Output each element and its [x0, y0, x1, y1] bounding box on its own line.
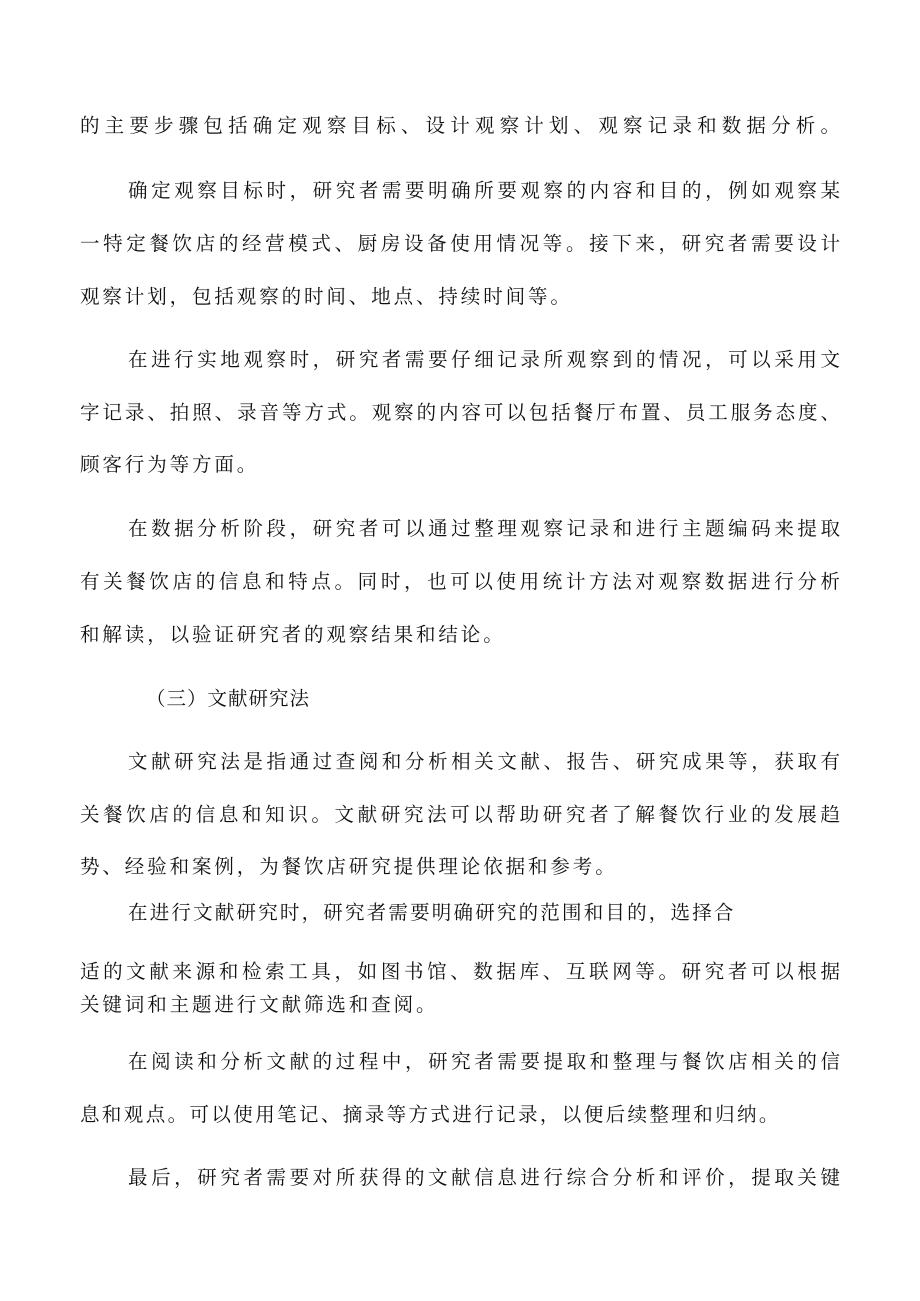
- paragraph-line: 在进行实地观察时，研究者需要仔细记录所观察到的情况，可以采用文: [128, 348, 840, 371]
- paragraph-line: 适的文献来源和检索工具，如图书馆、数据库、互联网等。研究者可以根据: [80, 960, 840, 983]
- paragraph-line: 字记录、拍照、录音等方式。观察的内容可以包括餐厅布置、员工服务态度、: [80, 401, 840, 424]
- paragraph-line: 息和观点。可以使用笔记、摘录等方式进行记录，以便后续整理和归纳。: [80, 1103, 781, 1126]
- paragraph-line: 确定观察目标时，研究者需要明确所要观察的内容和目的，例如观察某: [128, 179, 840, 202]
- paragraph-line: 顾客行为等方面。: [80, 453, 260, 476]
- paragraph-line: 在数据分析阶段，研究者可以通过整理观察记录和进行主题编码来提取: [128, 517, 840, 540]
- paragraph-line: 的主要步骤包括确定观察目标、设计观察计划、观察记录和数据分析。: [80, 114, 840, 137]
- paragraph-line: 关餐饮店的信息和知识。文献研究法可以帮助研究者了解餐饮行业的发展趋: [80, 803, 840, 826]
- paragraph-line: 在进行文献研究时，研究者需要明确研究的范围和目的，选择合: [128, 901, 736, 924]
- section-heading: （三）文献研究法: [146, 687, 311, 710]
- paragraph-line: 观察计划，包括观察的时间、地点、持续时间等。: [80, 285, 573, 308]
- paragraph-line: 在阅读和分析文献的过程中，研究者需要提取和整理与餐饮店相关的信: [128, 1050, 840, 1073]
- paragraph-line: 有关餐饮店的信息和特点。同时，也可以使用统计方法对观察数据进行分析: [80, 570, 840, 593]
- paragraph-line: 一特定餐饮店的经营模式、厨房设备使用情况等。接下来，研究者需要设计: [80, 232, 840, 255]
- paragraph-line: 最后，研究者需要对所获得的文献信息进行综合分析和评价，提取关键: [128, 1166, 840, 1189]
- paragraph-line: 和解读，以验证研究者的观察结果和结论。: [80, 623, 506, 646]
- paragraph-line: 文献研究法是指通过查阅和分析相关文献、报告、研究成果等，获取有: [128, 750, 840, 773]
- paragraph-line: 关键词和主题进行文献筛选和查阅。: [80, 993, 439, 1016]
- paragraph-line: 势、经验和案例，为餐饮店研究提供理论依据和参考。: [80, 855, 618, 878]
